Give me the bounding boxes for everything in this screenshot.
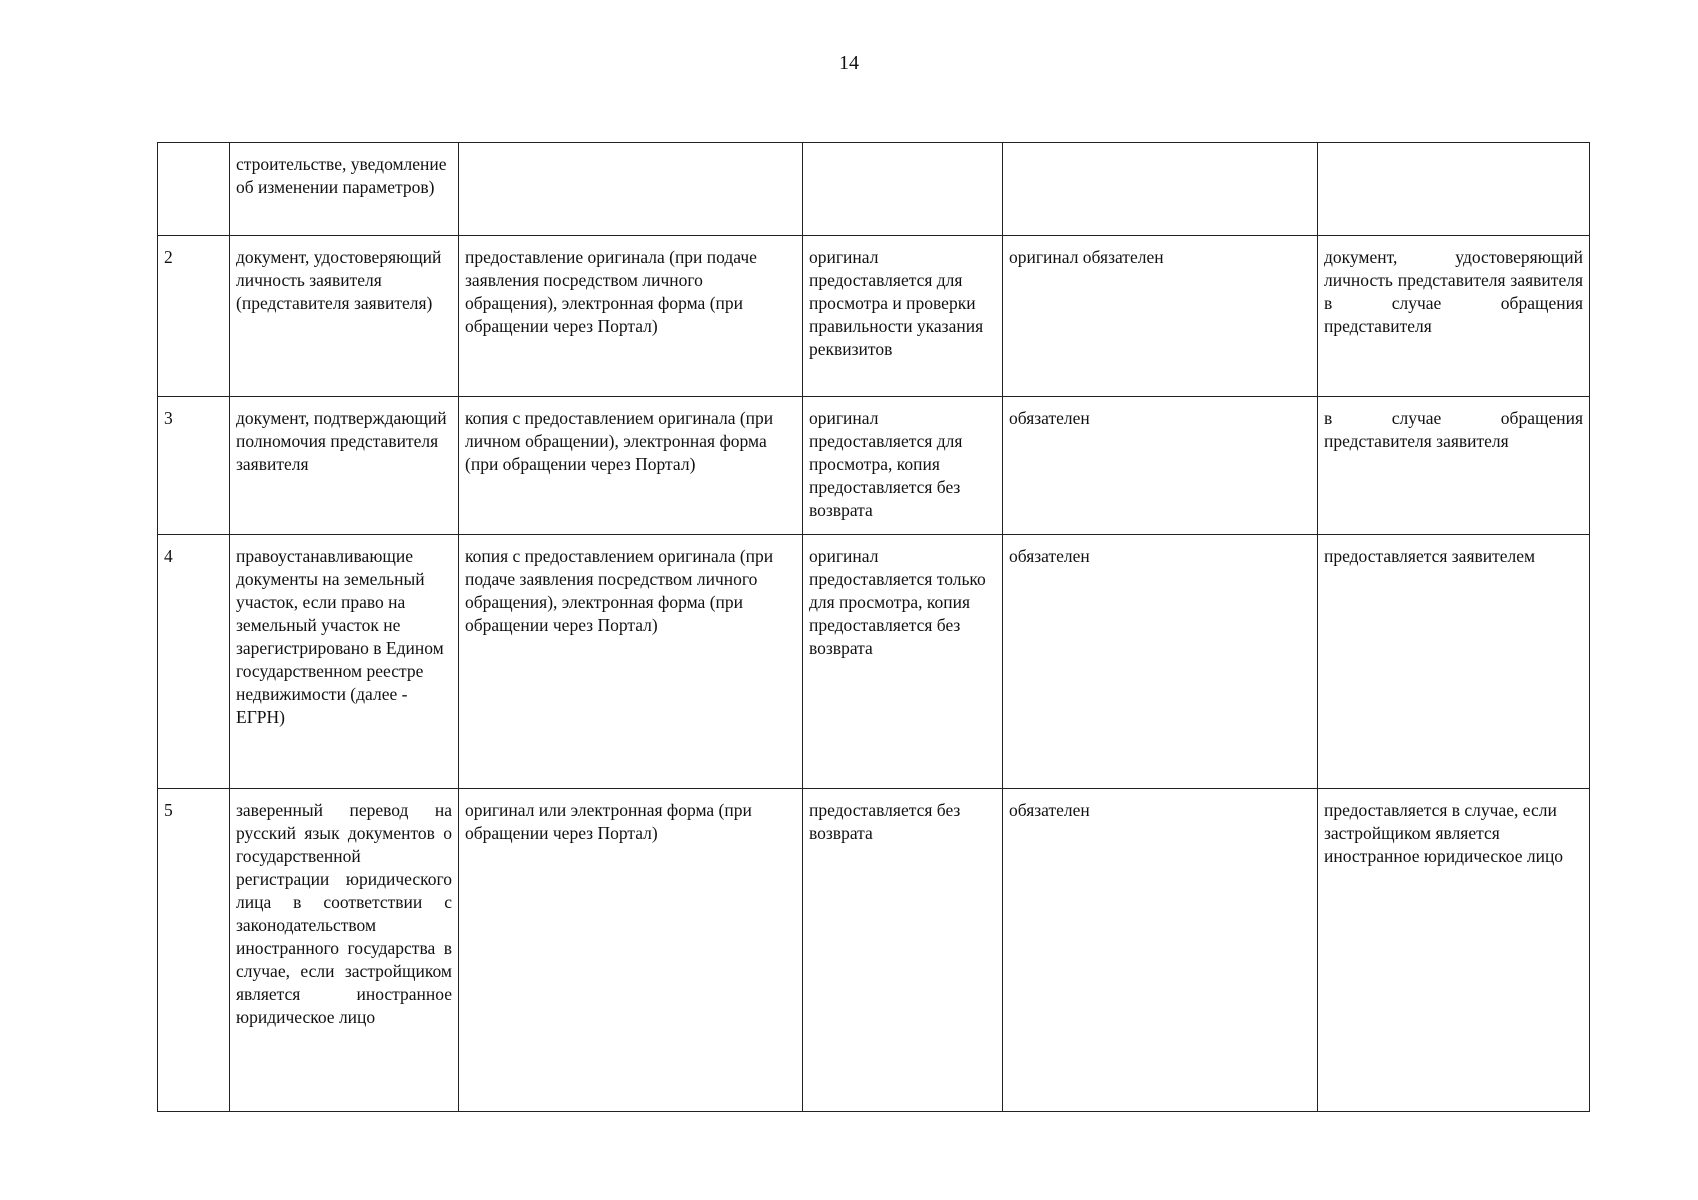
conditions-cell: документ, удостоверяющий личность представителя заявителя в случае обращения представителя — [1318, 236, 1590, 397]
conditions-cell — [1318, 143, 1590, 236]
requirement-cell: оригинал обязателен — [1003, 236, 1318, 397]
document-name-cell: документ, удостоверяющий личность заявителя (представителя заявителя) — [230, 236, 459, 397]
table-row — [158, 236, 1590, 397]
original-action-cell: оригинал предоставляется только для просмотра, копия предоставляется без возврата — [803, 535, 1003, 789]
submission-form-cell — [459, 143, 803, 236]
submission-form-cell: оригинал или электронная форма (при обращении через Портал) — [459, 789, 803, 1112]
requirement-cell: обязателен — [1003, 535, 1318, 789]
original-action-cell: предоставляется без возврата — [803, 789, 1003, 1112]
row-number: 3 — [158, 397, 230, 535]
submission-form-cell: копия с предоставлением оригинала (при личном обращении), электронная форма (при обращении через Портал) — [459, 397, 803, 535]
row-number: 2 — [158, 236, 230, 397]
submission-form-cell: копия с предоставлением оригинала (при подаче заявления посредством личного обращения), электронная форма (при обращении через Портал) — [459, 535, 803, 789]
original-action-cell — [803, 143, 1003, 236]
requirement-cell — [1003, 143, 1318, 236]
document-name-cell: строительстве, уведомление об изменении параметров) — [230, 143, 459, 236]
document-name-cell: заверенный перевод на русский язык документов о государственной регистрации юридического лица в соответствии с законодательством иностранного государства в случае, если застройщиком является иностранное юридическое лицо — [230, 789, 459, 1112]
submission-form-cell: предоставление оригинала (при подаче заявления посредством личного обращения), электронная форма (при обращении через Портал) — [459, 236, 803, 397]
conditions-cell: предоставляется заявителем — [1318, 535, 1590, 789]
documents-table — [157, 142, 1590, 1112]
requirement-cell: обязателен — [1003, 789, 1318, 1112]
table-row — [158, 397, 1590, 535]
row-number — [158, 143, 230, 236]
conditions-cell: в случае обращения представителя заявителя — [1318, 397, 1590, 535]
original-action-cell: оригинал предоставляется для просмотра и проверки правильности указания реквизитов — [803, 236, 1003, 397]
requirement-cell: обязателен — [1003, 397, 1318, 535]
table-row — [158, 143, 1590, 236]
conditions-cell: предоставляется в случае, если застройщиком является иностранное юридическое лицо — [1318, 789, 1590, 1112]
page-number: 14 — [839, 52, 859, 74]
row-number: 4 — [158, 535, 230, 789]
document-name-cell: правоустанавливающие документы на земельный участок, если право на земельный участок не зарегистрировано в Едином государственном реестре недвижимости (далее - ЕГРН) — [230, 535, 459, 789]
row-number: 5 — [158, 789, 230, 1112]
table-row — [158, 789, 1590, 1112]
document-name-cell: документ, подтверждающий полномочия представителя заявителя — [230, 397, 459, 535]
original-action-cell: оригинал предоставляется для просмотра, копия предоставляется без возврата — [803, 397, 1003, 535]
table-row — [158, 535, 1590, 789]
